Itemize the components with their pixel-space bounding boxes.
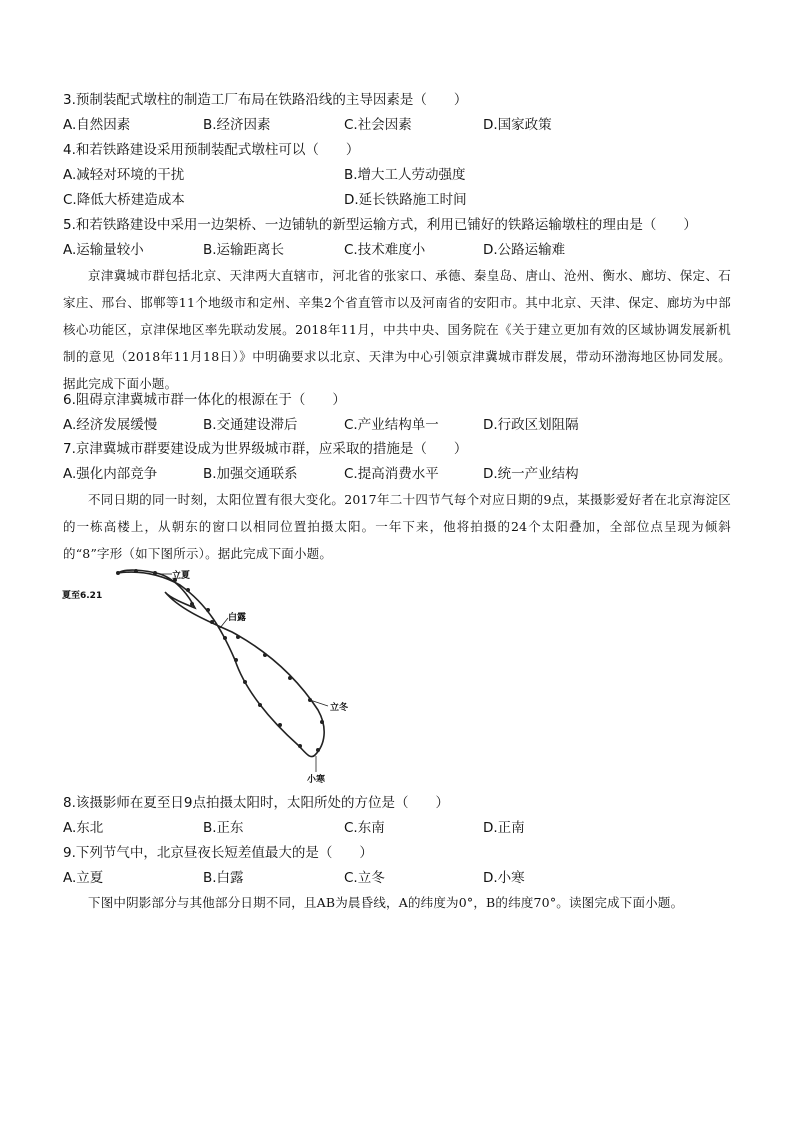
- question-4-options-row2: [63, 190, 743, 210]
- option-c[interactable]: C.降低大桥建造成本: [63, 192, 185, 208]
- option-d[interactable]: D.国家政策: [483, 117, 552, 133]
- question-9-stem: 9.下列节气中，北京昼夜长短差值最大的是（ ）: [63, 845, 373, 861]
- question-5-options: [63, 240, 743, 260]
- option-b[interactable]: B.运输距离长: [203, 242, 285, 258]
- option-d[interactable]: D.统一产业结构: [483, 466, 579, 482]
- option-b[interactable]: B.正东: [203, 820, 244, 836]
- label-lidong: 立冬: [330, 703, 349, 713]
- label-xiaohan: 小寒: [307, 775, 326, 785]
- label-lixia: 立夏: [172, 571, 191, 581]
- question-8-options: [63, 818, 743, 838]
- option-a[interactable]: A.东北: [63, 820, 104, 836]
- question-7-stem: 7.京津冀城市群要建设成为世界级城市群，应采取的措施是（ ）: [63, 441, 468, 457]
- option-d[interactable]: D.公路运输难: [483, 242, 566, 258]
- option-b[interactable]: B.加强交通联系: [203, 466, 298, 482]
- question-3-options: [63, 115, 743, 135]
- question-5-stem: 5.和若铁路建设中采用一边架桥、一边铺轨的新型运输方式，利用已铺好的铁路运输墩柱的理由是（ ）: [63, 217, 697, 233]
- label-bailu: 白露: [228, 613, 247, 623]
- option-d[interactable]: D.延长铁路施工时间: [344, 192, 467, 208]
- option-d[interactable]: D.行政区划阻隔: [483, 417, 579, 433]
- analemma-points: [116, 569, 324, 752]
- question-4-stem: 4.和若铁路建设采用预制装配式墩柱可以（ ）: [63, 142, 360, 158]
- option-a[interactable]: A.运输量较小: [63, 242, 144, 258]
- bailu-leader: [220, 618, 228, 628]
- reading-passage-analemma: 不同日期的同一时刻，太阳位置有很大变化。2017年二十四节气每个对应日期的9点，某摄影爱好者在北京海淀区的一栋高楼上，从朝东的窗口以相同位置拍摄太阳。一年下来，他将拍摄的24个太阳叠加，全部位点呈现为倾斜的“8”字形（如下图所示）。据此完成下面小题。: [63, 492, 731, 561]
- option-b[interactable]: B.增大工人劳动强度: [344, 167, 466, 183]
- option-c[interactable]: C.产业结构单一: [344, 417, 439, 433]
- option-b[interactable]: B.白露: [203, 870, 244, 886]
- option-a[interactable]: A.立夏: [63, 870, 104, 886]
- option-c[interactable]: C.立冬: [344, 870, 385, 886]
- option-d[interactable]: D.小寒: [483, 870, 525, 886]
- option-c[interactable]: C.东南: [344, 820, 385, 836]
- option-b[interactable]: B.经济因素: [203, 117, 271, 133]
- question-7-options: [63, 464, 743, 484]
- option-a[interactable]: A.减轻对环境的干扰: [63, 167, 185, 183]
- question-8-stem: 8.该摄影师在夏至日9点拍摄太阳时，太阳所处的方位是（ ）: [63, 795, 449, 811]
- question-4-options-row1: [63, 165, 743, 185]
- question-6-options: [63, 415, 743, 435]
- reading-passage-terminator: 下图中阴影部分与其他部分日期不同，且AB为晨昏线，A的纬度为0°，B的纬度70°。读图完成下面小题。: [88, 895, 684, 910]
- option-d[interactable]: D.正南: [483, 820, 525, 836]
- option-a[interactable]: A.经济发展缓慢: [63, 417, 158, 433]
- question-9-options: [63, 868, 743, 888]
- reading-passage-jingjinji: 京津冀城市群包括北京、天津两大直辖市，河北省的张家口、承德、秦皇岛、唐山、沧州、衡水、廊坊、保定、石家庄、邢台、邯郸等11个地级市和定州、辛集2个省直管市以及河南省的安阳市。其中北京、天津、保定、廊坊为中部核心功能区，京津保地区率先联动发展。2018年11月，中共中央、国务院在《关于建立更加有效的区域协调发展新机制的意见（2018年11月18日）》中明确要求以北京、天津为中心引领京津冀城市群发展，带动环渤海地区协同发展。据此完成下面小题。: [63, 268, 731, 391]
- option-a[interactable]: A.自然因素: [63, 117, 131, 133]
- question-3-stem: 3.预制装配式墩柱的制造工厂布局在铁路沿线的主导因素是（ ）: [63, 92, 468, 108]
- question-6-stem: 6.阻碍京津冀城市群一体化的根源在于（ ）: [63, 392, 346, 408]
- analemma-figure: [60, 560, 360, 790]
- option-c[interactable]: C.社会因素: [344, 117, 412, 133]
- option-c[interactable]: C.技术难度小: [344, 242, 426, 258]
- option-c[interactable]: C.提高消费水平: [344, 466, 439, 482]
- option-a[interactable]: A.强化内部竞争: [63, 466, 158, 482]
- analemma-curve: [118, 570, 324, 757]
- option-b[interactable]: B.交通建设滞后: [203, 417, 298, 433]
- label-summer-solstice: 夏至6.21: [62, 591, 103, 601]
